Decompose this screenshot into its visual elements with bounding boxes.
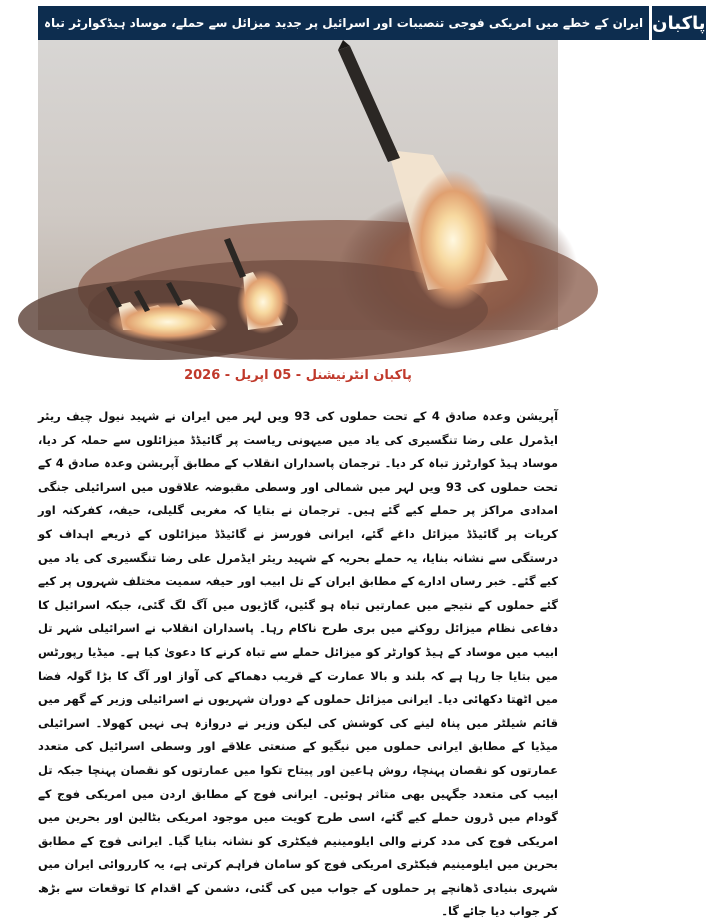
dateline: پاکبان انٹرنیشنل - 05 اپریل - 2026 — [184, 368, 412, 383]
headline: ایران کے خطے میں امریکی فوجی تنصیبات اور اسرائیل پر جدید میزائل سے حملے، موساد ہیڈکوارٹر تباہ — [38, 6, 649, 40]
flame-plume-2 — [237, 270, 289, 334]
article-body: آپریشن وعدہ صادق 4 کے تحت حملوں کی 93 ویں لہر میں ایران نے شہید نیول چیف ریئر ایڈمرل علی رضا تنگسیری کی یاد میں صیہونی ریاست پر گائیڈڈ میزائلوں سے حملہ کر دیا، موساد ہیڈ کوارٹرز تباہ کر دیا۔ ترجمان پاسداران انقلاب کے مطابق آپریشن وعدہ صادق 4 کے تحت حملوں کی 93 ویں لہر میں شمالی اور وسطی مقبوضہ علاقوں میں اسرائیلی جنگی امدادی مراکز پر حملے کیے گئے ہیں۔ ترجمان نے بتایا کہ مغربی گلیلی، حیفہ، کفرکنہ اور کریات پر گائیڈڈ میزائل داغے گئے، ایرانی فورسز نے گائیڈڈ میزائلوں کے ذریعے اہداف کو درستگی سے نشانہ بنایا، یہ حملے بحریہ کے شہید ریئر ایڈمرل علی رضا تنگسیری کی یاد میں کیے گئے۔ خبر رساں ادارے کے مطابق ایران کے تل ابیب اور حیفہ سمیت مختلف شہروں پر کیے گئے حملوں کے نتیجے میں عمارتیں تباہ ہو گئیں، گاڑیوں میں آگ لگ گئی، جبکہ اسرائیل کا دفاعی نظام میزائل روکنے میں بری طرح ناکام رہا۔ پاسداران انقلاب نے اسرائیلی شہر تل ابیب میں موساد کے ہیڈ کوارٹر کو میزائل حملے سے تباہ کرنے کا دعویٰ کیا ہے۔ میڈیا رپورٹس میں بتایا جا رہا ہے کہ بلند و بالا عمارت کے قریب دھماکے کی آواز اور آگ کا بڑا گولہ فضا میں اٹھتا دکھائی دیا۔ ایرانی میزائل حملوں کے دوران شہریوں نے اسرائیلی وزیر کے گھر میں قائم شیلٹر میں پناہ لینے کی کوشش کی لیکن وزیر نے دروازہ ہی نہیں کھولا۔ اسرائیلی میڈیا کے مطابق ایرانی حملوں میں نیگیو کے صنعتی علاقے اور وسطی اسرائیل کی متعدد عمارتوں کو نقصان پہنچا، روش ہاعین اور پیتاح تکوا میں عمارتوں کو نقصان پہنچا جبکہ تل ابیب کی متعدد جگہیں بھی متاثر ہوئیں۔ ایرانی فوج کے مطابق اردن میں امریکی فوج کے گودام میں ڈرون حملے کیے گئے، اسی طرح کویت میں موجود امریکی بٹالین اور بحرین میں امریکی فوج کی مدد کرنے والی ایلومینیم فیکٹری کو نشانہ بنایا گیا۔ ایرانی فوج کے مطابق بحرین میں ایلومینیم فیکٹری امریکی فوج کو سامان فراہم کرتی ہے، یہ کارروائی ایران میں شہری بنیادی ڈھانچے پر حملوں کے جواب میں کی گئی، دشمن کے اقدام کا توقعات سے بڑھ کر جواب دیا جائے گا۔ — [38, 409, 559, 919]
brand-logo: پاکبان — [649, 6, 705, 40]
header-banner — [38, 6, 706, 40]
missile-launch-photo — [38, 40, 558, 330]
